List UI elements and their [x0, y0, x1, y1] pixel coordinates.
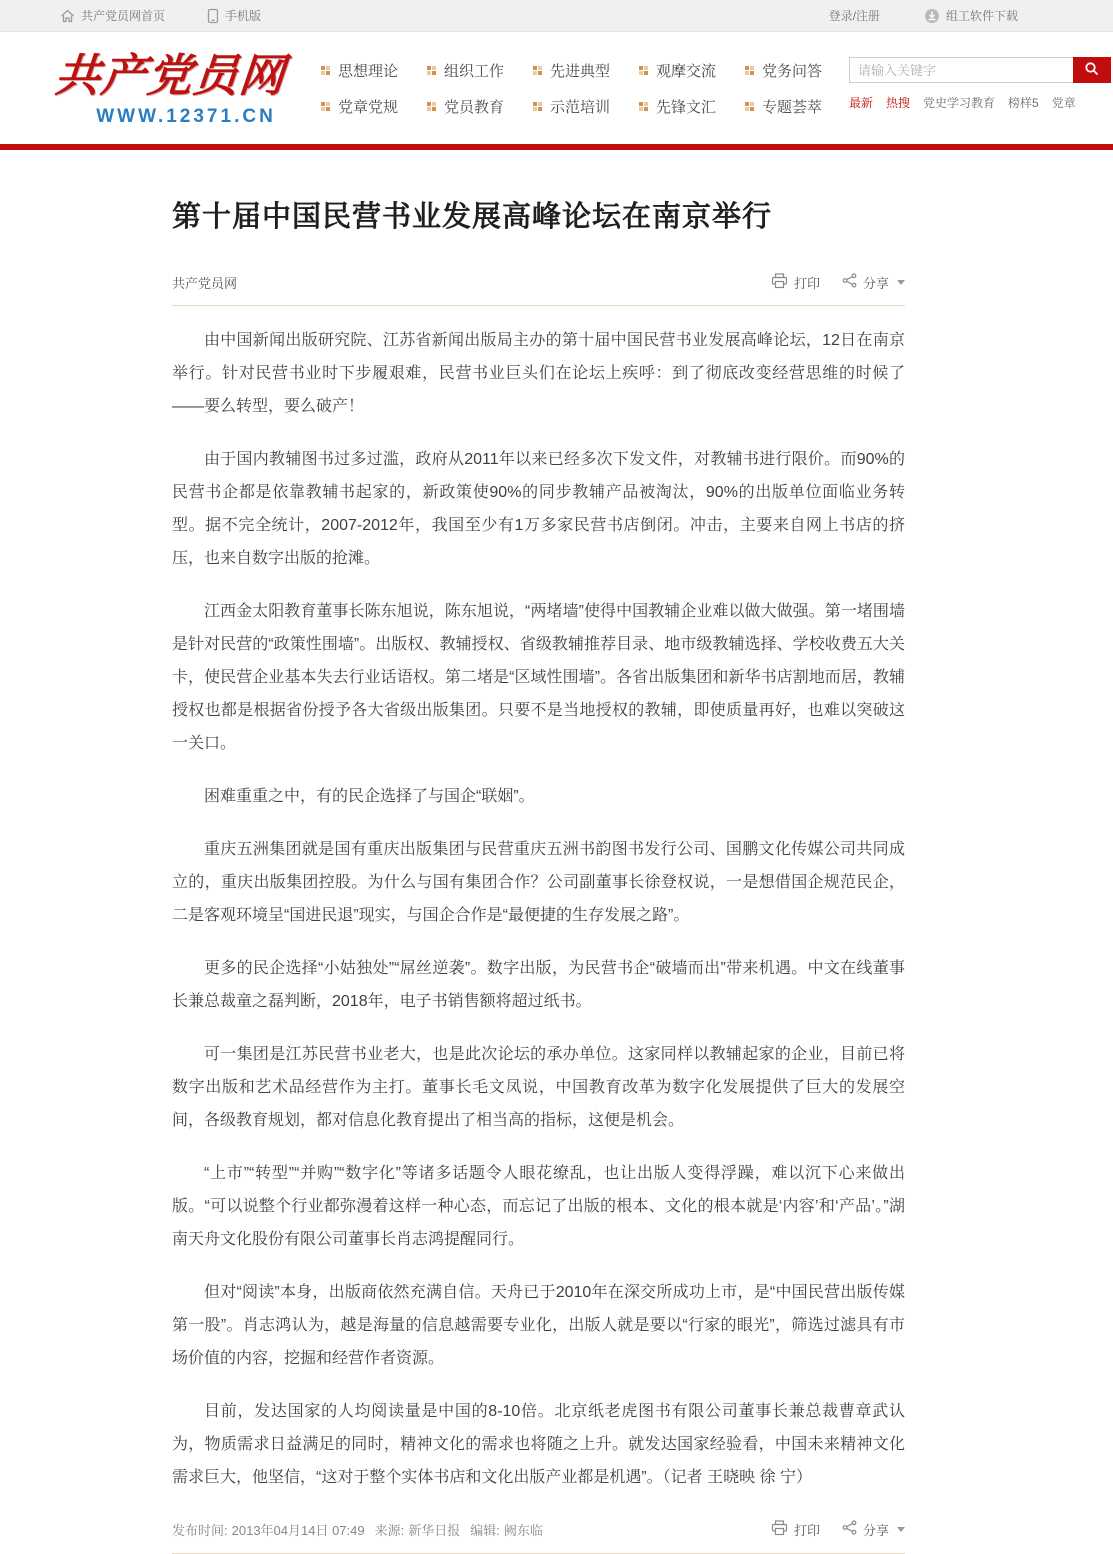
hot-link-party-history[interactable]: 党史学习教育 — [923, 96, 996, 110]
nav-item-zuzhigongzuo[interactable] — [427, 60, 531, 81]
nav-item-guanmojiaoliu[interactable] — [639, 60, 743, 81]
source-label: 来源: — [374, 1522, 405, 1538]
mobile-link-label: 手机版 — [225, 9, 262, 23]
chevron-down-icon — [897, 1527, 905, 1532]
topbar-inner — [0, 0, 1113, 31]
main-nav — [321, 52, 849, 117]
phone-icon — [207, 8, 219, 24]
article-source: 共产党员网 — [172, 275, 238, 291]
hot-link-trending[interactable]: 热搜 — [886, 96, 911, 110]
source-row — [172, 273, 905, 306]
hot-link-latest[interactable]: 最新 — [849, 96, 874, 110]
article-body — [172, 306, 905, 1494]
hot-link-role-model[interactable]: 榜样5 — [1008, 96, 1039, 110]
share-button-bottom[interactable] — [842, 1520, 905, 1539]
editor-label: 编辑: — [470, 1522, 500, 1538]
publish-time-label: 发布时间: — [172, 1522, 228, 1538]
nav-item-dangyuanjiaoyu[interactable] — [427, 96, 531, 117]
grid-icon — [639, 102, 648, 111]
topbar-left — [60, 7, 261, 24]
print-label: 打印 — [793, 1522, 820, 1538]
grid-icon — [321, 66, 330, 75]
paragraph: 目前，发达国家的人均阅读量是中国的8-10倍。北京纸老虎图书有限公司董事长兼总裁曹章武认为，物质需求日益满足的同时，精神文化的需求也将随之上升。就发达国家经验看，中国未来精神文化需求巨大，他坚信，“这对于整个实体书店和文化出版产业都是机遇”。（记者 王晓映 徐 宁） — [172, 1402, 905, 1486]
paragraph: 困难重重之中，有的民企选择了与国企“联姻”。 — [204, 787, 535, 805]
nav-item-xianfengwenhui[interactable] — [639, 96, 743, 117]
nav-item-zhuantihuicui[interactable] — [745, 96, 849, 117]
nav-item-shifanpeixun[interactable] — [533, 96, 637, 117]
paragraph: 由于国内教辅图书过多过滥，政府从2011年以来已经多次下发文件，对教辅书进行限价。而90%的民营书企都是依靠教辅书起家的，新政策使90%的同步教辅产品被淘汰，90%的出版单位面临业务转型。据不完全统计，2007-2012年，我国至少有1万多家民营书店倒闭。冲击，主要来自网上书店的挤压，也来自数字出版的抢滩。 — [172, 450, 905, 567]
article — [172, 150, 905, 1554]
software-download-link[interactable] — [924, 7, 1018, 24]
search-icon — [1084, 61, 1100, 80]
print-button[interactable] — [771, 273, 820, 292]
grid-icon — [533, 66, 542, 75]
share-button[interactable] — [842, 273, 905, 292]
grid-icon — [745, 66, 754, 75]
article-actions-top — [771, 273, 905, 292]
paragraph: 重庆五洲集团就是国有重庆出版集团与民营重庆五洲书韵图书发行公司、国鹏文化传媒公司共同成立的，重庆出版集团控股。为什么与国有集团合作？公司副董事长徐登权说，一是想借国企规范民企，二是客观环境呈“国进民退”现实，与国企合作是“最便捷的生存发展之路”。 — [172, 840, 905, 924]
download-link-label: 组工软件下载 — [945, 9, 1018, 23]
topbar-right — [829, 7, 1018, 24]
share-icon — [842, 1520, 857, 1538]
home-icon — [60, 9, 75, 23]
article-meta — [172, 1520, 543, 1539]
search-row — [849, 57, 1111, 83]
grid-icon — [427, 66, 436, 75]
mobile-link[interactable] — [207, 7, 261, 24]
article-actions-bottom — [771, 1520, 905, 1539]
grid-icon — [745, 102, 754, 111]
nav-label: 示范培训 — [550, 99, 611, 116]
nav-item-sixiangllilun[interactable] — [321, 60, 425, 81]
nav-label: 专题荟萃 — [762, 99, 823, 116]
grid-icon — [321, 102, 330, 111]
nav-label: 党章党规 — [338, 99, 399, 116]
source-value: 新华日报 — [408, 1522, 461, 1538]
nav-label: 党员教育 — [444, 99, 505, 116]
site-header — [0, 32, 1113, 144]
paragraph: 更多的民企选择“小姑独处”“屌丝逆袭”。数字出版，为民营书企“破墙而出”带来机遇。中文在线董事长兼总裁童之磊判断，2018年，电子书销售额将超过纸书。 — [172, 959, 905, 1010]
share-label: 分享 — [862, 275, 889, 291]
grid-icon — [427, 102, 436, 111]
topbar — [0, 0, 1113, 32]
download-icon — [924, 8, 940, 24]
printer-icon — [771, 1520, 788, 1539]
publish-time-value: 2013年04月14日 07:49 — [231, 1522, 365, 1538]
login-register-link[interactable] — [829, 7, 880, 24]
site-logo[interactable] — [52, 51, 317, 128]
nav-label: 组织工作 — [444, 63, 505, 80]
home-link-label: 共产党员网首页 — [81, 9, 166, 23]
search-button[interactable] — [1073, 57, 1111, 83]
login-link-label: 登录/注册 — [828, 9, 880, 23]
logo-calligraphy: 共产党员网 — [52, 51, 288, 101]
print-button-bottom[interactable] — [771, 1520, 820, 1539]
nav-item-dangwuwenda[interactable] — [745, 60, 849, 81]
nav-label: 思想理论 — [338, 63, 399, 80]
printer-icon — [771, 273, 788, 292]
nav-label: 先锋文汇 — [656, 99, 717, 116]
nav-item-xianjindianxing[interactable] — [533, 60, 637, 81]
logo-url: WWW.12371.CN — [96, 105, 276, 127]
nav-item-dangzhangdanggui[interactable] — [321, 96, 425, 117]
editor-value: 阙东临 — [503, 1522, 543, 1538]
grid-icon — [639, 66, 648, 75]
paragraph: 可一集团是江苏民营书业老大，也是此次论坛的承办单位。这家同样以教辅起家的企业，目前已将数字出版和艺术品经营作为主打。董事长毛文凤说，中国教育改革为数字化发展提供了巨大的发展空间，各级教育规划，都对信息化教育提出了相当高的指标，这便是机会。 — [172, 1045, 905, 1129]
share-label: 分享 — [862, 1522, 889, 1538]
nav-label: 观摩交流 — [656, 63, 717, 80]
hot-links — [849, 94, 1111, 111]
hot-link-constitution[interactable]: 党章 — [1051, 96, 1076, 110]
search-area — [849, 52, 1111, 111]
article-title: 第十届中国民营书业发展高峰论坛在南京举行 — [172, 200, 773, 233]
search-input[interactable] — [849, 57, 1073, 83]
paragraph: “上市”“转型”“并购”“数字化”等诸多话题令人眼花缭乱，也让出版人变得浮躁，难以沉下心来做出版。“可以说整个行业都弥漫着这样一种心态，而忘记了出版的根本、文化的根本就是‘内容’和‘产品’。”湖南天舟文化股份有限公司董事长肖志鸿提醒同行。 — [172, 1164, 905, 1248]
home-link[interactable] — [60, 7, 165, 24]
paragraph: 江西金太阳教育董事长陈东旭说，陈东旭说，“两堵墙”使得中国教辅企业难以做大做强。第一堵围墙是针对民营的“政策性围墙”。出版权、教辅授权、省级教辅推荐目录、地市级教辅选择、学校收费五大关卡，使民营企业基本失去行业话语权。第二堵是“区域性围墙”。各省出版集团和新华书店割地而居，教辅授权也都是根据省份授予各大省级出版集团。只要不是当地授权的教辅，即使质量再好，也难以突破这一关口。 — [172, 602, 905, 752]
grid-icon — [533, 102, 542, 111]
nav-label: 先进典型 — [550, 63, 611, 80]
nav-label: 党务问答 — [762, 63, 823, 80]
chevron-down-icon — [897, 280, 905, 285]
meta-row — [172, 1520, 905, 1554]
print-label: 打印 — [793, 275, 820, 291]
paragraph: 由中国新闻出版研究院、江苏省新闻出版局主办的第十届中国民营书业发展高峰论坛，12日在南京举行。针对民营书业时下步履艰难，民营书业巨头们在论坛上疾呼：到了彻底改变经营思维的时候了——要么转型，要么破产！ — [172, 331, 905, 415]
share-icon — [842, 273, 857, 291]
paragraph: 但对“阅读”本身，出版商依然充满自信。天舟已于2010年在深交所成功上市，是“中国民营出版传媒第一股”。肖志鸿认为，越是海量的信息越需要专业化，出版人就是要以“行家的眼光”，筛选过滤具有市场价值的内容，挖掘和经营作者资源。 — [172, 1283, 905, 1367]
